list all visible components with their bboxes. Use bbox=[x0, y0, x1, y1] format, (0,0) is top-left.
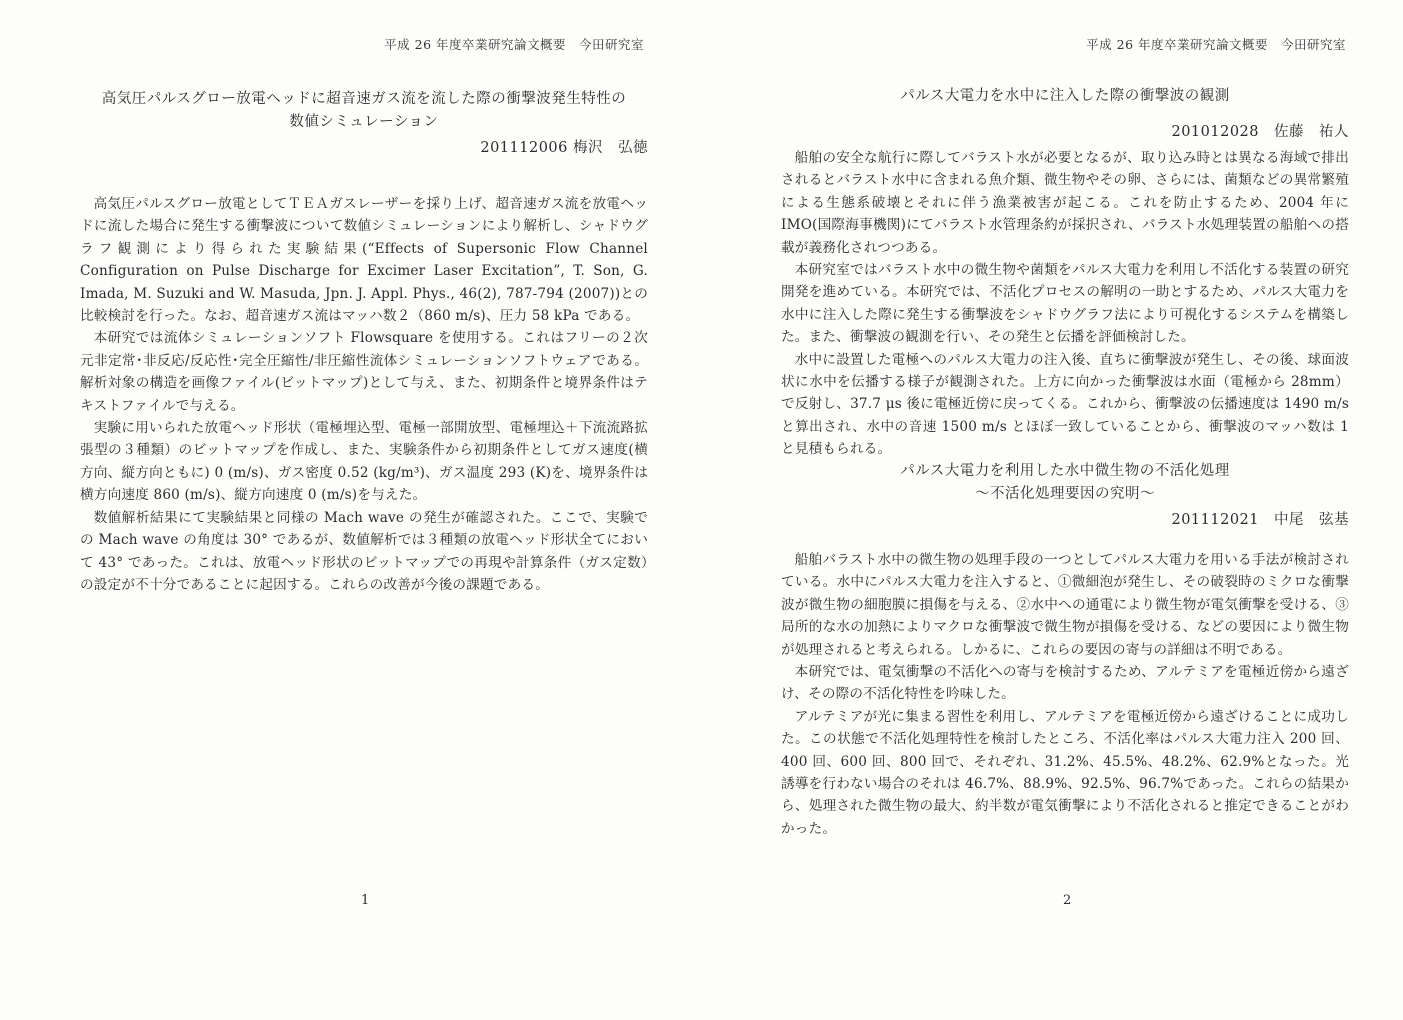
running-header: 平成 26 年度卒業研究論文概要 今田研究室 bbox=[1086, 37, 1346, 52]
page-number: 1 bbox=[361, 893, 370, 908]
running-header: 平成 26 年度卒業研究論文概要 今田研究室 bbox=[384, 37, 644, 52]
paragraph: 数値解析結果にて実験結果と同様の Mach wave の発生が確認された。ここで、実験での Mach wave の角度は 30° であるが、数値解析では３種類の放電ヘッド形状全てにおいて 43° であった。これは、放電ヘッド形状のビットマップでの再現や計算条件（ガス定数）の設定が不十分であることに起因する。これらの改善が今後の課題である。 bbox=[80, 509, 648, 593]
paragraph: 本研究では、電気衝撃の不活化への寄与を検討するため、アルテミアを電極近傍から遠ざけ、その際の不活化特性を吟味した。 bbox=[781, 664, 1349, 703]
paragraph: 船舶の安全な航行に際してバラスト水が必要となるが、取り込み時とは異なる海域で排出されるとバラスト水中に含まれる魚介類、微生物やその卵、さらには、菌類などの異常繁殖による生態系破壊とそれに伴う漁業被害が起こる。これを防止するため、2004 年に IMO(国際海事機関)にてバラスト水管理条約が採択され、バラスト水処理装置の船舶への搭載が義務化されつつある。 bbox=[781, 150, 1349, 256]
article-1 bbox=[80, 88, 648, 596]
article-author: 201112006 梅沢 弘徳 bbox=[480, 140, 648, 156]
article-3 bbox=[781, 460, 1349, 840]
paragraph: 高気圧パルスグロー放電としてＴＥＡガスレーザーを採り上げ、超音速ガス流を放電ヘッドに流した場合に発生する衝撃波について数値シミュレーションにより解析し、シャドウグラフ観測により得られた実験結果(“Effects of Supersonic Flow Channel Configuration on Pulse Discharge for Excimer Laser Excitation”, T. Son, G. Imada, M. Suzuki and W. Masuda, Jpn. J. Appl. Phys., 46(2), 787-794 (2007))との比較検討を行った。なお、超音速ガス流はマッハ数２（860 m/s)、圧力 58 kPa である。 bbox=[80, 196, 648, 325]
page-1 bbox=[0, 0, 700, 1020]
article-title-line-2: ～不活化処理要因の究明～ bbox=[975, 486, 1155, 502]
article-title-line-1: パルス大電力を利用した水中微生物の不活化処理 bbox=[900, 463, 1230, 479]
article-title: パルス大電力を水中に注入した際の衝撃波の観測 bbox=[900, 88, 1230, 104]
paragraph: 本研究室ではバラスト水中の微生物や菌類をパルス大電力を利用し不活化する装置の研究開発を進めている。本研究では、不活化プロセスの解明の一助とするため、パルス大電力を水中に注入した際に発生する衝撃波をシャドウグラフ法により可視化するシステムを構築した。また、衝撃波の観測を行い、その発生と伝播を評価検討した。 bbox=[781, 262, 1349, 346]
paragraph: 水中に設置した電極へのパルス大電力の注入後、直ちに衝撃波が発生し、その後、球面波状に水中を伝播する様子が観測された。上方に向かった衝撃波は水面（電極から 28mm）で反射し、37.7 μs 後に電極近傍に戻ってくる。これから、衝撃波の伝播速度は 1490 m/s と算出され、水中の音速 1500 m/s とほぼ一致していることから、衝撃波のマッハ数は 1 と見積もられる。 bbox=[781, 351, 1349, 458]
article-author: 201112021 中尾 弦基 bbox=[1171, 512, 1349, 528]
page-number: 2 bbox=[1063, 893, 1072, 908]
article-title-line-1: 高気圧パルスグロー放電ヘッドに超音速ガス流を流した際の衝撃波発生特性の bbox=[101, 91, 627, 107]
paragraph: 実験に用いられた放電ヘッド形状（電極埋込型、電極一部開放型、電極埋込＋下流流路拡張型の３種類）のビットマップを作成し、また、実験条件から初期条件としてガス速度(横方向、縦方向ともに) 0 (m/s)、ガス密度 0.52 (kg/m³)、ガス温度 293 (K)を、境界条件は横方向速度 860 (m/s)、縦方向速度 0 (m/s)を与えた。 bbox=[80, 420, 648, 504]
article-2 bbox=[781, 85, 1349, 461]
paragraph: 船舶バラスト水中の微生物の処理手段の一つとしてパルス大電力を用いる手法が検討されている。水中にパルス大電力を注入すると、①微細泡が発生し、その破裂時のミクロな衝撃波が微生物の細胞膜に損傷を与える、②水中への通電により微生物が電気衝撃を受ける、③局所的な水の加熱によりマクロな衝撃波で微生物が損傷を受ける、などの要因により微生物が処理されると考えられる。しかるに、これらの要因の寄与の詳細は不明である。 bbox=[781, 552, 1349, 658]
article-author: 201012028 佐藤 祐人 bbox=[1171, 124, 1349, 140]
paragraph: アルテミアが光に集まる習性を利用し、アルテミアを電極近傍から遠ざけることに成功した。この状態で不活化処理特性を検討したところ、不活化率はパルス大電力注入 200 回、400 回、600 回、800 回で、それぞれ、31.2%、45.5%、48.2%、62.9%となった。光誘導を行わない場合のそれは 46.7%、88.9%、92.5%、96.7%であった。これらの結果から、処理された微生物の最大、約半数が電気衝撃により不活化されると推定できることがわかった。 bbox=[781, 708, 1349, 837]
page-2 bbox=[703, 0, 1403, 1020]
paragraph: 本研究では流体シミュレーションソフト Flowsquare を使用する。これはフリーの２次元非定常･非反応/反応性･完全圧縮性/非圧縮性流体シミュレーションソフトウェアである。解析対象の構造を画像ファイル(ビットマップ)として与え、また、初期条件と境界条件はテキストファイルで与える。 bbox=[80, 330, 648, 414]
article-title-line-2: 数値シミュレーション bbox=[289, 114, 439, 130]
